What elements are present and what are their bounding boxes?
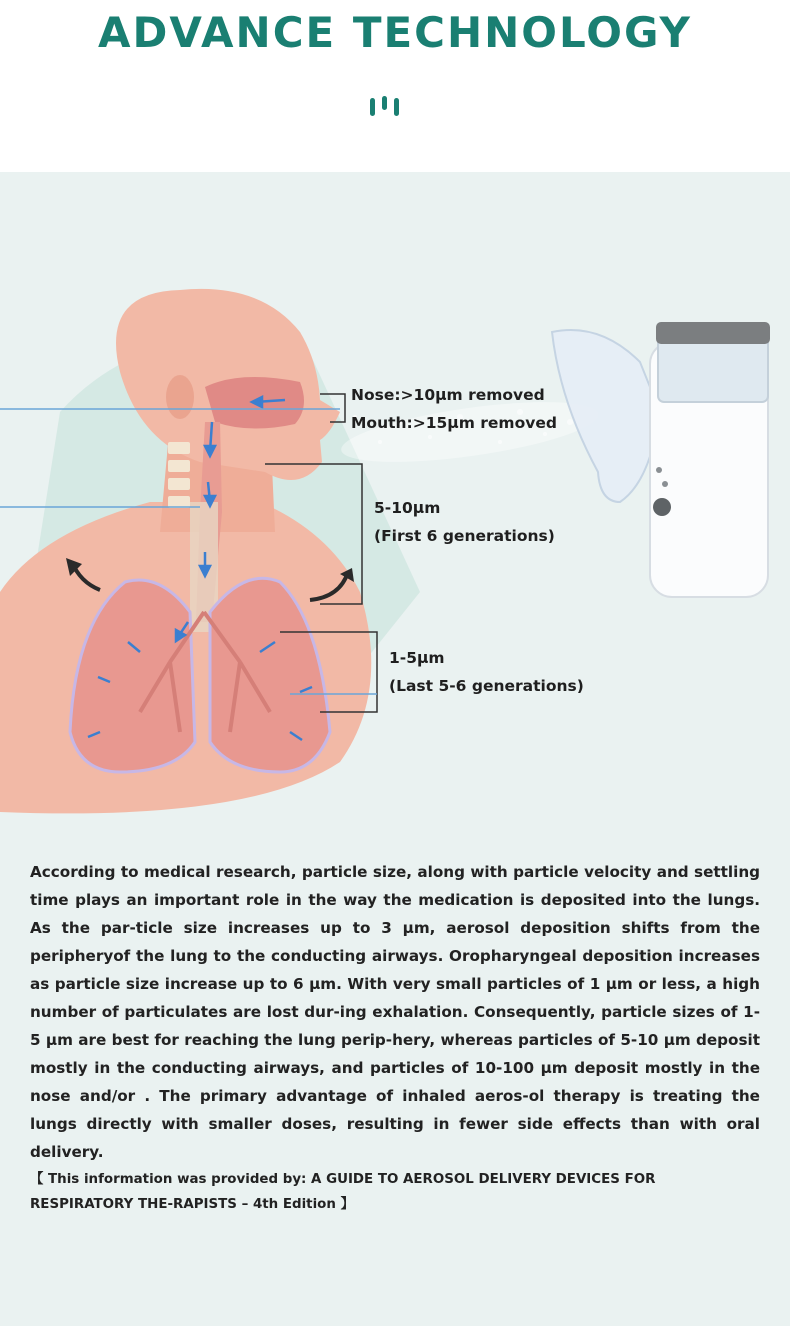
mid-note-label: (First 6 generations)	[374, 527, 555, 545]
page-title: ADVANCE TECHNOLOGY	[98, 8, 692, 57]
content-panel	[0, 172, 790, 1326]
mid-size-label: 5-10μm	[374, 499, 441, 517]
body-paragraph: According to medical research, particle size, along with particle velocity and settling time plays an important role in the way the medication is deposited into the lungs. As the par-ticle size increases up to 3 μm, aerosol deposition shifts from the peripheryof the lung to the conducting airways. Oropharyngeal deposition increases as particle size increase up to 6 μm. With very small particles of 1 μm or less, a high number of particulates are lost dur-ing exhalation. Consequently, particle sizes of 1-5 μm are best for reaching the lung perip-hery, whereas particles of 5-10 μm deposit mostly in the conducting airways, and particles of 10-100 μm deposit mostly in the nose and/or . The primary advantage of inhaled aeros-ol therapy is treating the lungs directly with smaller doses, resulting in fewer side effects than with oral delivery.	[30, 863, 760, 1161]
nose-label: Nose:>10μm removed	[351, 386, 545, 404]
deep-size-label: 1-5μm	[389, 649, 445, 667]
title-divider-icon	[370, 96, 404, 118]
mouth-label: Mouth:>15μm removed	[351, 414, 557, 432]
respiratory-illustration	[0, 172, 790, 832]
source-citation: 【 This information was provided by: A GUIDE TO AEROSOL DELIVERY DEVICES FOR RESPIRATORY THE-RAPISTS – 4th Edition 】	[30, 1172, 656, 1212]
header	[0, 0, 790, 172]
nebulizer-device	[552, 322, 770, 597]
deep-note-label: (Last 5-6 generations)	[389, 677, 584, 695]
